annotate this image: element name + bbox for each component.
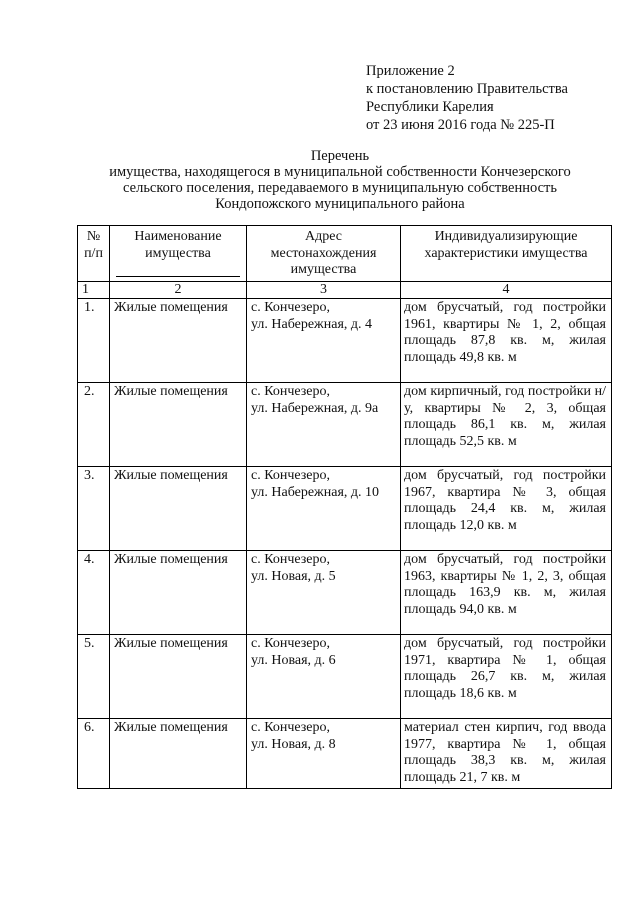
header-num — [78, 226, 110, 282]
column-number: 3 — [247, 281, 401, 299]
header-name — [110, 226, 247, 282]
title-line: сельского поселения, передаваемого в муниципальную собственность — [123, 180, 557, 196]
header-address-line: имущества — [290, 262, 357, 277]
address-line: ул. Новая, д. 8 — [251, 736, 336, 752]
row-name: Жилые помещения — [110, 719, 247, 789]
row-characteristics: материал стен кирпич, год ввода 1977, квартира № 1, общая площадь 38,3 кв. м, жилая площадь 21, 7 кв. м — [401, 719, 612, 789]
header-chars — [401, 226, 612, 282]
property-table — [77, 225, 612, 789]
row-name: Жилые помещения — [110, 383, 247, 467]
address-line: с. Кончезеро, — [251, 552, 331, 567]
title-line: Кондопожского муниципального района — [215, 196, 465, 212]
address-line: ул. Новая, д. 6 — [251, 652, 336, 668]
appendix-note — [366, 62, 568, 134]
row-address — [247, 383, 401, 467]
table-header-row — [78, 226, 612, 282]
address-line: ул. Набережная, д. 9а — [251, 400, 379, 416]
row-characteristics: дом кирпичный, год постройки н/у, квартиры № 2, 3, общая площадь 86,1 кв. м, жилая площадь 52,5 кв. м — [401, 383, 612, 467]
row-name: Жилые помещения — [110, 635, 247, 719]
row-num: 4. — [78, 551, 110, 635]
header-name-line: Наименование — [134, 229, 222, 244]
header-name-line: имущества — [145, 245, 211, 261]
header-chars-line: характеристики имущества — [424, 245, 588, 261]
appendix-line: от 23 июня 2016 года № 225-П — [366, 117, 555, 133]
header-address-line: местонахождения — [270, 245, 377, 261]
column-number-row — [78, 281, 612, 299]
table-row — [78, 383, 612, 467]
header-underline — [116, 276, 240, 277]
header-address — [247, 226, 401, 282]
row-characteristics: дом брусчатый, год постройки 1961, квартиры № 1, 2, общая площадь 87,8 кв. м, жилая площадь 49,8 кв. м — [401, 299, 612, 383]
column-number: 4 — [401, 281, 612, 299]
row-num: 3. — [78, 467, 110, 551]
appendix-line: Республики Карелия — [366, 99, 494, 115]
table-row — [78, 551, 612, 635]
title-heading: Перечень — [310, 148, 370, 164]
row-address — [247, 551, 401, 635]
address-line: с. Кончезеро, — [251, 636, 331, 651]
table-row — [78, 299, 612, 383]
table-row — [78, 635, 612, 719]
document-title — [60, 148, 620, 212]
header-address-line: Адрес — [304, 229, 342, 244]
row-num: 6. — [78, 719, 110, 789]
row-name: Жилые помещения — [110, 551, 247, 635]
row-characteristics: дом брусчатый, год постройки 1971, квартира № 1, общая площадь 26,7 кв. м, жилая площадь 18,6 кв. м — [401, 635, 612, 719]
column-number: 2 — [110, 281, 247, 299]
row-address — [247, 635, 401, 719]
header-num-line: № — [86, 229, 101, 244]
address-line: с. Кончезеро, — [251, 384, 331, 399]
address-line: ул. Новая, д. 5 — [251, 568, 336, 584]
row-name: Жилые помещения — [110, 299, 247, 383]
row-num: 1. — [78, 299, 110, 383]
column-number: 1 — [78, 281, 110, 299]
row-num: 2. — [78, 383, 110, 467]
address-line: с. Кончезеро, — [251, 720, 331, 735]
address-line: с. Кончезеро, — [251, 300, 331, 315]
address-line: ул. Набережная, д. 10 — [251, 484, 380, 500]
row-characteristics: дом брусчатый, год постройки 1963, квартиры № 1, 2, 3, общая площадь 163,9 кв. м, жилая площадь 94,0 кв. м — [401, 551, 612, 635]
row-address — [247, 719, 401, 789]
appendix-line: Приложение 2 — [366, 63, 455, 79]
address-line: с. Кончезеро, — [251, 468, 331, 483]
header-num-line: п/п — [84, 245, 103, 261]
row-address — [247, 467, 401, 551]
title-line: имущества, находящегося в муниципальной собственности Кончезерского — [109, 164, 571, 180]
header-chars-line: Индивидуализирующие — [434, 229, 578, 244]
address-line: ул. Набережная, д. 4 — [251, 316, 373, 332]
appendix-line: к постановлению Правительства — [366, 81, 568, 97]
row-address — [247, 299, 401, 383]
row-name: Жилые помещения — [110, 467, 247, 551]
row-characteristics: дом брусчатый, год постройки 1967, квартира № 3, общая площадь 24,4 кв. м, жилая площадь 12,0 кв. м — [401, 467, 612, 551]
table-row — [78, 719, 612, 789]
table-row — [78, 467, 612, 551]
row-num: 5. — [78, 635, 110, 719]
